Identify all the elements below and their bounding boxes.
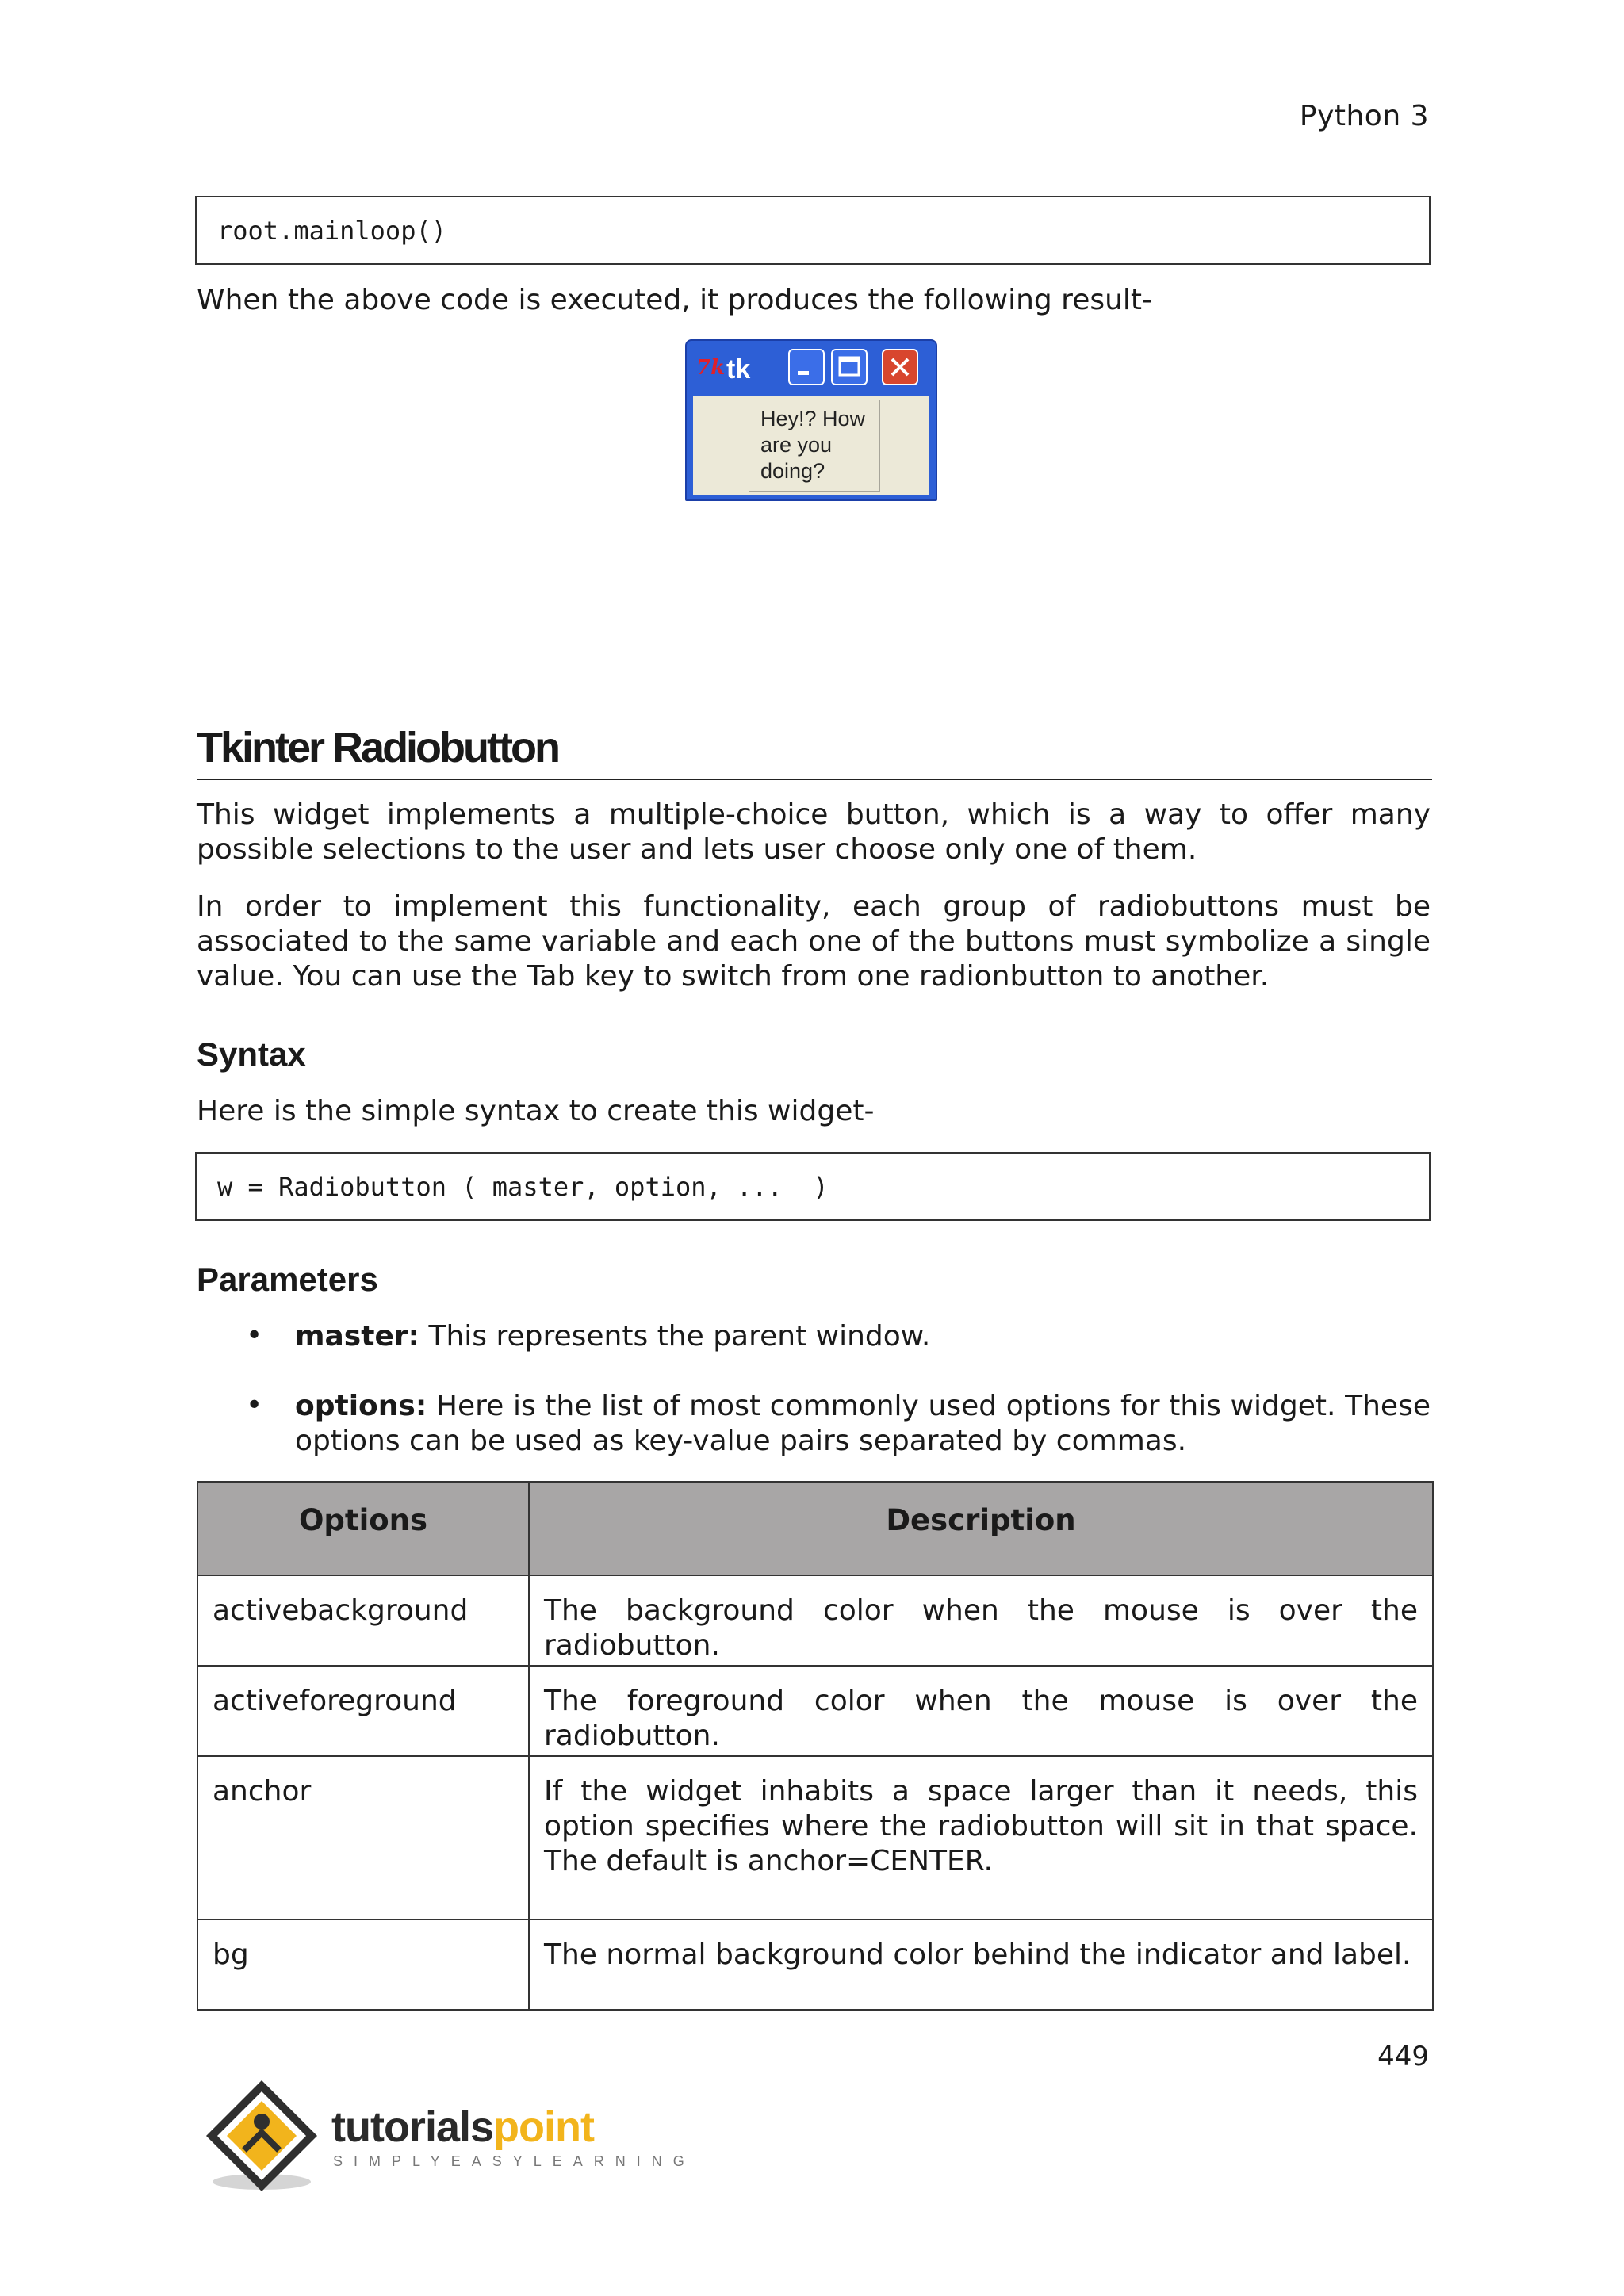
minimize-icon[interactable] xyxy=(788,349,825,385)
option-name: activeforeground xyxy=(197,1666,529,1756)
syntax-heading: Syntax xyxy=(197,1035,306,1073)
option-description: If the widget inhabits a space larger than it needs, this option specifies where the radiobutton will sit in that space. The default is anchor=CENTER. xyxy=(529,1756,1433,1919)
section-divider xyxy=(197,779,1432,780)
option-name: bg xyxy=(197,1919,529,2010)
option-name: activebackground xyxy=(197,1575,529,1666)
tk-window-title: tk xyxy=(726,354,751,385)
param-desc: Here is the list of most commonly used options for this widget. These options can be used as key-value pairs separated by commas. xyxy=(295,1390,1431,1457)
tutorialspoint-logo-icon xyxy=(203,2077,320,2195)
parameters-heading: Parameters xyxy=(197,1261,378,1298)
logo-word-point: point xyxy=(493,2103,594,2151)
tk-label-line: doing? xyxy=(760,459,825,483)
page-number: 449 xyxy=(1377,2041,1429,2072)
column-header-description: Description xyxy=(529,1482,1433,1575)
option-name: anchor xyxy=(197,1756,529,1919)
param-bullet-options xyxy=(295,1389,1431,1459)
tk-label-line: are you xyxy=(760,433,833,457)
logo-word-tutorials: tutorials xyxy=(331,2103,494,2151)
close-icon[interactable] xyxy=(882,349,918,385)
tk-label-line: Hey!? How xyxy=(760,407,866,430)
maximize-icon[interactable] xyxy=(831,349,868,385)
intro-paragraph-1: This widget implements a multiple-choice button, which is a way to offer many possible selections to the user and lets user choose only one of them. xyxy=(197,798,1431,866)
option-description: The normal background color behind the indicator and label. xyxy=(529,1919,1433,2010)
tk-feather-icon: 7k xyxy=(696,356,726,380)
result-caption: When the above code is executed, it produces the following result- xyxy=(197,284,1153,316)
tk-window-screenshot xyxy=(685,339,937,501)
bullet-marker: • xyxy=(246,1319,263,1352)
tk-client-area xyxy=(693,396,929,495)
column-header-options: Options xyxy=(197,1482,529,1575)
options-table xyxy=(197,1481,1434,2011)
bullet-marker: • xyxy=(246,1389,263,1422)
code-block-mainloop: root.mainloop() xyxy=(195,196,1431,265)
running-title: Python 3 xyxy=(1299,100,1429,132)
param-term: options: xyxy=(295,1390,427,1422)
table-row xyxy=(197,1666,1433,1756)
intro-paragraph-2: In order to implement this functionality, each group of radiobuttons must be associated to the same variable and each one of the buttons must symbolize a single value. You can use the Tab key to switch from one radionbutton to another. xyxy=(197,890,1431,993)
tk-message-label xyxy=(749,400,880,492)
option-description: The foreground color when the mouse is over the radiobutton. xyxy=(529,1666,1433,1756)
logo-wordmark xyxy=(331,2103,594,2152)
syntax-code-block: w = Radiobutton ( master, option, ... ) xyxy=(195,1152,1431,1221)
section-title: Tkinter Radiobutton xyxy=(197,724,558,771)
table-row xyxy=(197,1575,1433,1666)
table-row xyxy=(197,1756,1433,1919)
param-desc: This represents the parent window. xyxy=(419,1320,931,1353)
option-description: The background color when the mouse is over the radiobutton. xyxy=(529,1575,1433,1666)
logo-tagline: SIMPLYEASYLEARNING xyxy=(333,2153,695,2169)
table-header-row xyxy=(197,1482,1433,1575)
param-bullet-master xyxy=(295,1319,1431,1354)
param-term: master: xyxy=(295,1320,420,1353)
syntax-text: Here is the simple syntax to create this widget- xyxy=(197,1095,875,1127)
table-row xyxy=(197,1919,1433,2010)
